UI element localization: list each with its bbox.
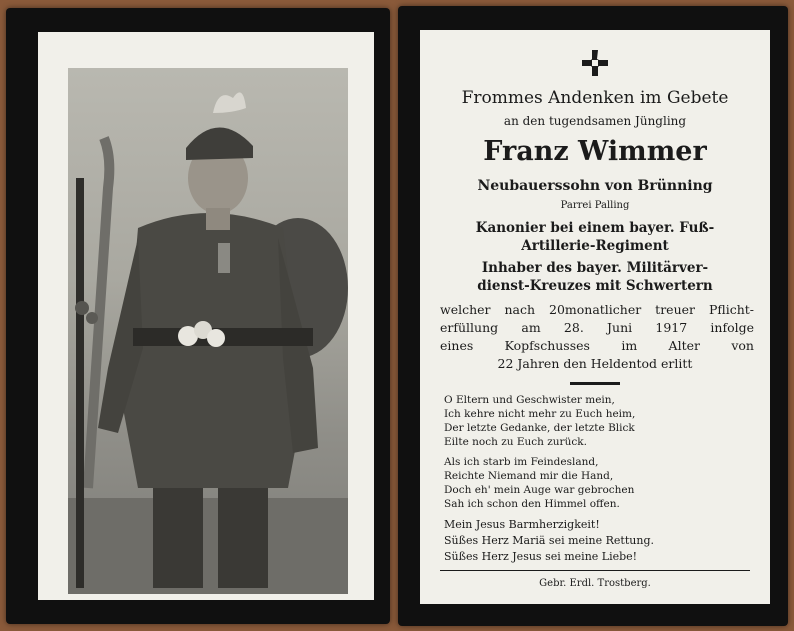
verse-2-line-3: Doch eh' mein Auge war gebrochen xyxy=(444,484,635,496)
memorial-subheading: an den tugendsamen Jüngling xyxy=(503,114,687,128)
deceased-name: Franz Wimmer xyxy=(483,136,707,167)
photo-mat xyxy=(38,32,374,600)
soldier-photograph xyxy=(68,68,348,594)
verse-2-line-4: Sah ich schon den Himmel offen. xyxy=(444,498,620,510)
memorial-text-panel xyxy=(420,30,770,604)
verse-1-line-1: O Eltern und Geschwister mein, xyxy=(444,394,615,406)
origin-text: Neubauerssohn von Brünning xyxy=(477,178,713,194)
verse-2-line-1: Als ich starb im Feindesland, xyxy=(444,456,599,468)
body-line-2: erfüllung am 28. Juni 1917 infolge xyxy=(440,320,754,335)
iron-cross-icon xyxy=(582,50,608,76)
verse-1-line-4: Eilte noch zu Euch zurück. xyxy=(444,436,587,448)
printer-credit: Gebr. Erdl. Trostberg. xyxy=(539,578,651,589)
divider xyxy=(570,382,620,385)
right-card-panel xyxy=(398,6,788,626)
parish-text: Parrei Palling xyxy=(560,200,630,211)
prayer-line-3: Süßes Herz Jesus sei meine Liebe! xyxy=(444,550,638,563)
verse-1-line-2: Ich kehre nicht mehr zu Euch heim, xyxy=(444,408,636,420)
body-line-1: welcher nach 20monatlicher treuer Pflicht- xyxy=(440,302,754,317)
rank-line-1: Kanonier bei einem bayer. Fuß- xyxy=(475,220,715,236)
prayer-line-2: Süßes Herz Mariä sei meine Rettung. xyxy=(444,534,654,547)
honor-line-2: dienst-Kreuzes mit Schwertern xyxy=(477,278,713,294)
verse-1-line-3: Der letzte Gedanke, der letzte Blick xyxy=(444,422,635,434)
footer-rule xyxy=(440,570,750,571)
rank-line-2: Artillerie-Regiment xyxy=(521,238,669,254)
left-card-panel xyxy=(6,8,390,624)
verse-2-line-2: Reichte Niemand mir die Hand, xyxy=(444,470,614,482)
honor-line-1: Inhaber des bayer. Militärver- xyxy=(481,260,709,276)
body-line-3: eines Kopfschusses im Alter von xyxy=(440,338,754,353)
memorial-heading: Frommes Andenken im Gebete xyxy=(461,88,729,108)
prayer-line-1: Mein Jesus Barmherzigkeit! xyxy=(444,518,600,531)
body-line-4: 22 Jahren den Heldentod erlitt xyxy=(497,356,693,371)
